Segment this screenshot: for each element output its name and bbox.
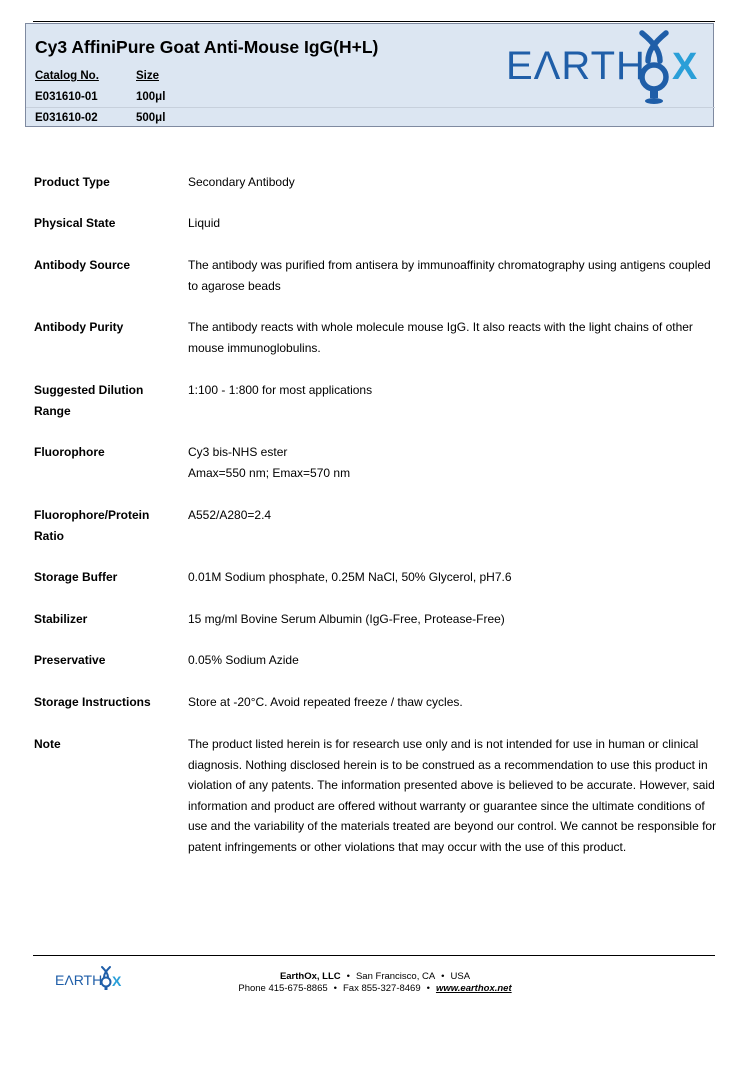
size-header: Size: [136, 70, 160, 82]
spec-value: 1:100 - 1:800 for most applications: [188, 383, 373, 397]
footer-bullet: •: [441, 971, 445, 982]
spec-value: 15 mg/ml Bovine Serum Albumin (IgG-Free, Protease-Free): [188, 612, 505, 626]
spec-value: The antibody reacts with whole molecule mouse IgG. It also reacts with the light chains of other mouse immunoglobulins.: [188, 320, 693, 355]
spec-value: Liquid: [188, 216, 221, 230]
spec-value-line: Cy3 bis-NHS ester: [188, 445, 288, 459]
spec-label: Fluorophore: [34, 445, 105, 459]
spec-label: Storage Instructions: [34, 695, 151, 709]
spec-label: Storage Buffer: [34, 570, 118, 584]
spec-value: 0.01M Sodium phosphate, 0.25M NaCl, 50% Glycerol, pH7.6: [188, 570, 512, 584]
footer-phone: Phone 415-675-8865: [238, 983, 328, 994]
spec-label: Preservative: [34, 653, 106, 667]
footer-rule: [33, 955, 715, 956]
earthox-logo: [504, 27, 704, 109]
spec-value: [188, 442, 724, 483]
footer-bullet: •: [426, 983, 430, 994]
product-header: [25, 23, 714, 127]
footer-fax: Fax 855-327-8469: [342, 983, 421, 994]
catalog-size: 100μl: [136, 91, 166, 103]
svg-text:X: X: [672, 46, 698, 88]
footer-bullet: •: [346, 971, 350, 982]
top-rule: [33, 21, 715, 22]
footer-city: San Francisco, CA: [355, 971, 436, 982]
svg-text:X: X: [112, 973, 122, 989]
product-title: Cy3 AffiniPure Goat Anti-Mouse IgG(H+L): [35, 37, 379, 57]
spec-label: Physical State: [34, 216, 116, 230]
spec-value: 0.05% Sodium Azide: [188, 653, 299, 667]
footer-website-link[interactable]: www.earthox.net: [435, 983, 512, 994]
catalog-number: E031610-01: [35, 91, 98, 103]
svg-text:EΛRTH: EΛRTH: [55, 972, 103, 988]
earthox-footer-logo: [55, 963, 125, 993]
spec-label: Product Type: [34, 175, 110, 189]
spec-label: Suggested Dilution Range: [34, 383, 144, 418]
spec-label: Fluorophore/Protein Ratio: [34, 508, 150, 543]
spec-label: Note: [34, 737, 61, 751]
footer-address-line: [150, 971, 600, 982]
footer-country: USA: [450, 971, 471, 982]
spec-value: The antibody was purified from antisera by immunoaffinity chromatography using antigens coupled to agarose beads: [188, 258, 711, 293]
catalog-row: [26, 107, 715, 128]
spec-label: Stabilizer: [34, 612, 88, 626]
svg-text:EΛRTH: EΛRTH: [506, 44, 646, 88]
spec-value: A552/A280=2.4: [188, 508, 272, 522]
catalog-number: E031610-02: [35, 112, 98, 124]
catalog-size: 500μl: [136, 112, 166, 124]
catalog-number-header: Catalog No.: [35, 70, 99, 82]
footer-bullet: •: [333, 983, 337, 994]
spec-value: Secondary Antibody: [188, 175, 295, 189]
spec-value-line: Amax=550 nm; Emax=570 nm: [188, 465, 351, 480]
spec-value: Store at -20°C. Avoid repeated freeze / thaw cycles.: [188, 695, 463, 709]
spec-value: The product listed herein is for research use only and is not intended for use in human or clinical diagnosis. Nothing disclosed herein is to be construed as a recommendation to use this product in violation of any patents. The information presented above is believed to be accurate. However, said information and product are offered without warranty or guarantee since the ultimate conditions of use and the variability of the materials treated are beyond our control. We cannot be responsible for patent infringements or other violations that may occur with the use of this product.: [188, 737, 717, 854]
footer-contact-line: [150, 983, 600, 994]
spec-label: Antibody Source: [34, 258, 131, 272]
spec-label: Antibody Purity: [34, 320, 124, 334]
footer-company: EarthOx, LLC: [279, 971, 341, 982]
